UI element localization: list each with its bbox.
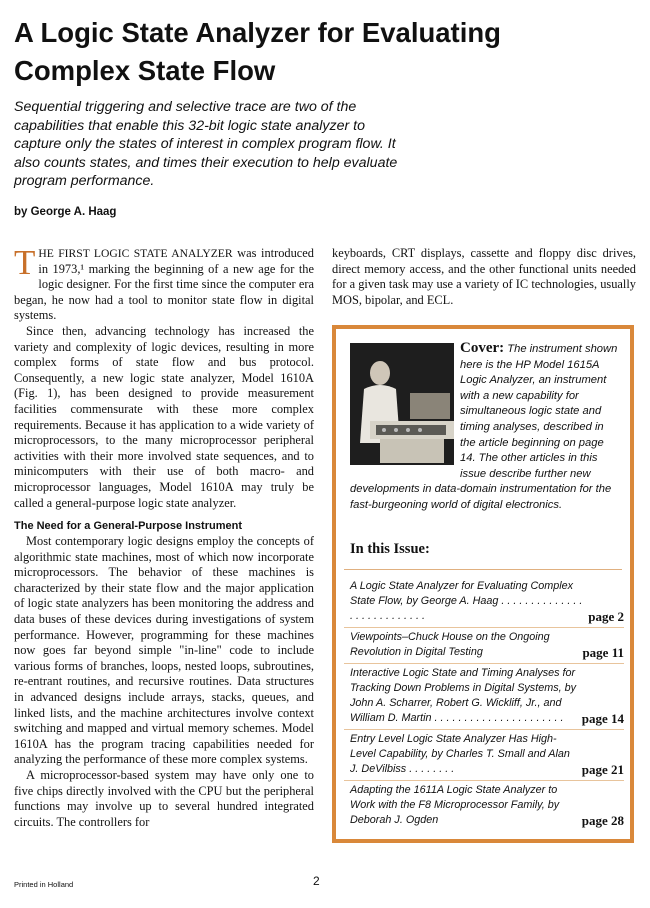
title-line-2: Complex State Flow xyxy=(14,55,276,86)
toc-item[interactable] xyxy=(344,577,624,628)
article-title xyxy=(14,14,634,90)
printed-note: Printed in Holland xyxy=(14,880,74,889)
body-column-left xyxy=(14,243,314,830)
lead-caps: HE FIRST LOGIC STATE ANALYZER xyxy=(38,247,233,260)
toc-item[interactable] xyxy=(344,730,624,781)
page-number: 2 xyxy=(313,874,320,888)
sidebar-box xyxy=(332,325,634,843)
lead-text: was introduced in 1973,¹ marking the beginning of a new age for the logic designer. For the first time since the computer era began, he now had a tool to monitor state flow in digital systems. xyxy=(14,246,314,323)
toc-item-title: Viewpoints–Chuck House on the Ongoing Revolution in Digital Testing xyxy=(350,631,550,658)
in-this-issue-heading: In this Issue: xyxy=(350,541,430,557)
drop-cap: T xyxy=(14,243,36,282)
paragraph-4: A microprocessor-based system may have only one to five chips directly involved with the CPU but the peripheral functions may involve up to several hundred integrated circuits. The controllers for xyxy=(14,768,314,829)
section-heading: The Need for a General-Purpose Instrument xyxy=(14,520,242,533)
byline: by George A. Haag xyxy=(14,206,117,218)
body-column-right xyxy=(332,246,636,308)
toc-item[interactable] xyxy=(344,781,624,831)
toc-item-page: page 14 xyxy=(581,711,624,726)
toc-item-page: page 2 xyxy=(588,609,624,624)
toc-item[interactable] xyxy=(344,664,624,730)
toc-item-title: Interactive Logic State and Timing Analyses for Tracking Down Problems in Digital Systems, by John A. Scharrer, Robert G. Wickliff, Jr., and William D. Martin . . . . . . . . . . . . . . . . . . . . . . xyxy=(350,667,577,724)
toc-item-title: A Logic State Analyzer for Evaluating Complex State Flow, by George A. Haag . . . . . . . . . . . . . . . . . . . . . . . . . . . xyxy=(350,580,583,622)
lead-paragraph xyxy=(14,243,314,324)
article-subtitle: Sequential triggering and selective trace are two of the capabilities that enable this 32-bit logic state analyzer to capture only the states of interest in complex program flow. It also counts states, and times their execution to help evaluate program performance. xyxy=(14,99,398,190)
paragraph-col2: keyboards, CRT displays, cassette and floppy disc drives, direct memory access, and the other functional units needed for a given task may use a variety of IC technologies, usually MOS, bipolar, and ECL. xyxy=(332,246,636,307)
paragraph-3: Most contemporary logic designs employ the concepts of algorithmic state machines, most of which now incorporate microprocessors. The behavior of these machines is characterized by their state flow and the major application of logic state analyzers has been monitoring the address and data buses of these devices during investigations of system performance. However, programming for these machines now goes far beyond simple "in-line" code to include various forms of branches, loops, nested loops, subroutines, re-entrant routines, and recursive routines. Data structures in advanced designs include arrays, stacks, queues, and linked lists, and the machine architectures involve context switching and mapped and virtual memory schemes. Model 1610A has the program tracing capabilities needed for analyzing the performance of these more complex systems. xyxy=(14,534,314,767)
cover-text: The instrument shown here is the HP Model 1615A Logic Analyzer, an instrument with a new capability for simultaneous logic state and timing analyses, described in the article beginning on page 14. The other articles in this issue describe further new developments in data-domain instrumentation for the fast-burgeoning world of digital electronics. xyxy=(350,343,618,511)
cover-description xyxy=(350,341,622,514)
toc-item[interactable] xyxy=(344,628,624,664)
toc-item-title: Entry Level Logic State Analyzer Has High-Level Capability, by Charles T. Small and Alan J. DeVilbiss . . . . . . . . xyxy=(350,733,570,775)
title-line-1: A Logic State Analyzer for Evaluating xyxy=(14,17,501,48)
toc-item-page: page 28 xyxy=(581,813,624,828)
toc-item-page: page 11 xyxy=(582,645,624,660)
toc-item-title: Adapting the 1611A Logic State Analyzer to Work with the F8 Microprocessor Family, by Deborah J. Ogden xyxy=(350,784,560,826)
table-of-contents xyxy=(344,577,624,831)
cover-label: Cover: xyxy=(460,340,505,356)
toc-item-page: page 21 xyxy=(581,762,624,777)
paragraph-2: Since then, advancing technology has increased the variety and complexity of logic devices, resulting in more complex forms of state flow and bus protocol. Consequently, a new logic state analyzer, Model 1610A (Fig. 1), has been designed to provide measurement facilities commensurate with these more complex requirements. Because it has application to a wide variety of microprocessors, to the many microprocessor peripheral activities with their more involved state sequences, and to minicomputers with their use of both macro- and microprocessor languages, Model 1610A may truly be called a general-purpose logic state analyzer. xyxy=(14,323,314,510)
issue-divider xyxy=(344,569,622,570)
